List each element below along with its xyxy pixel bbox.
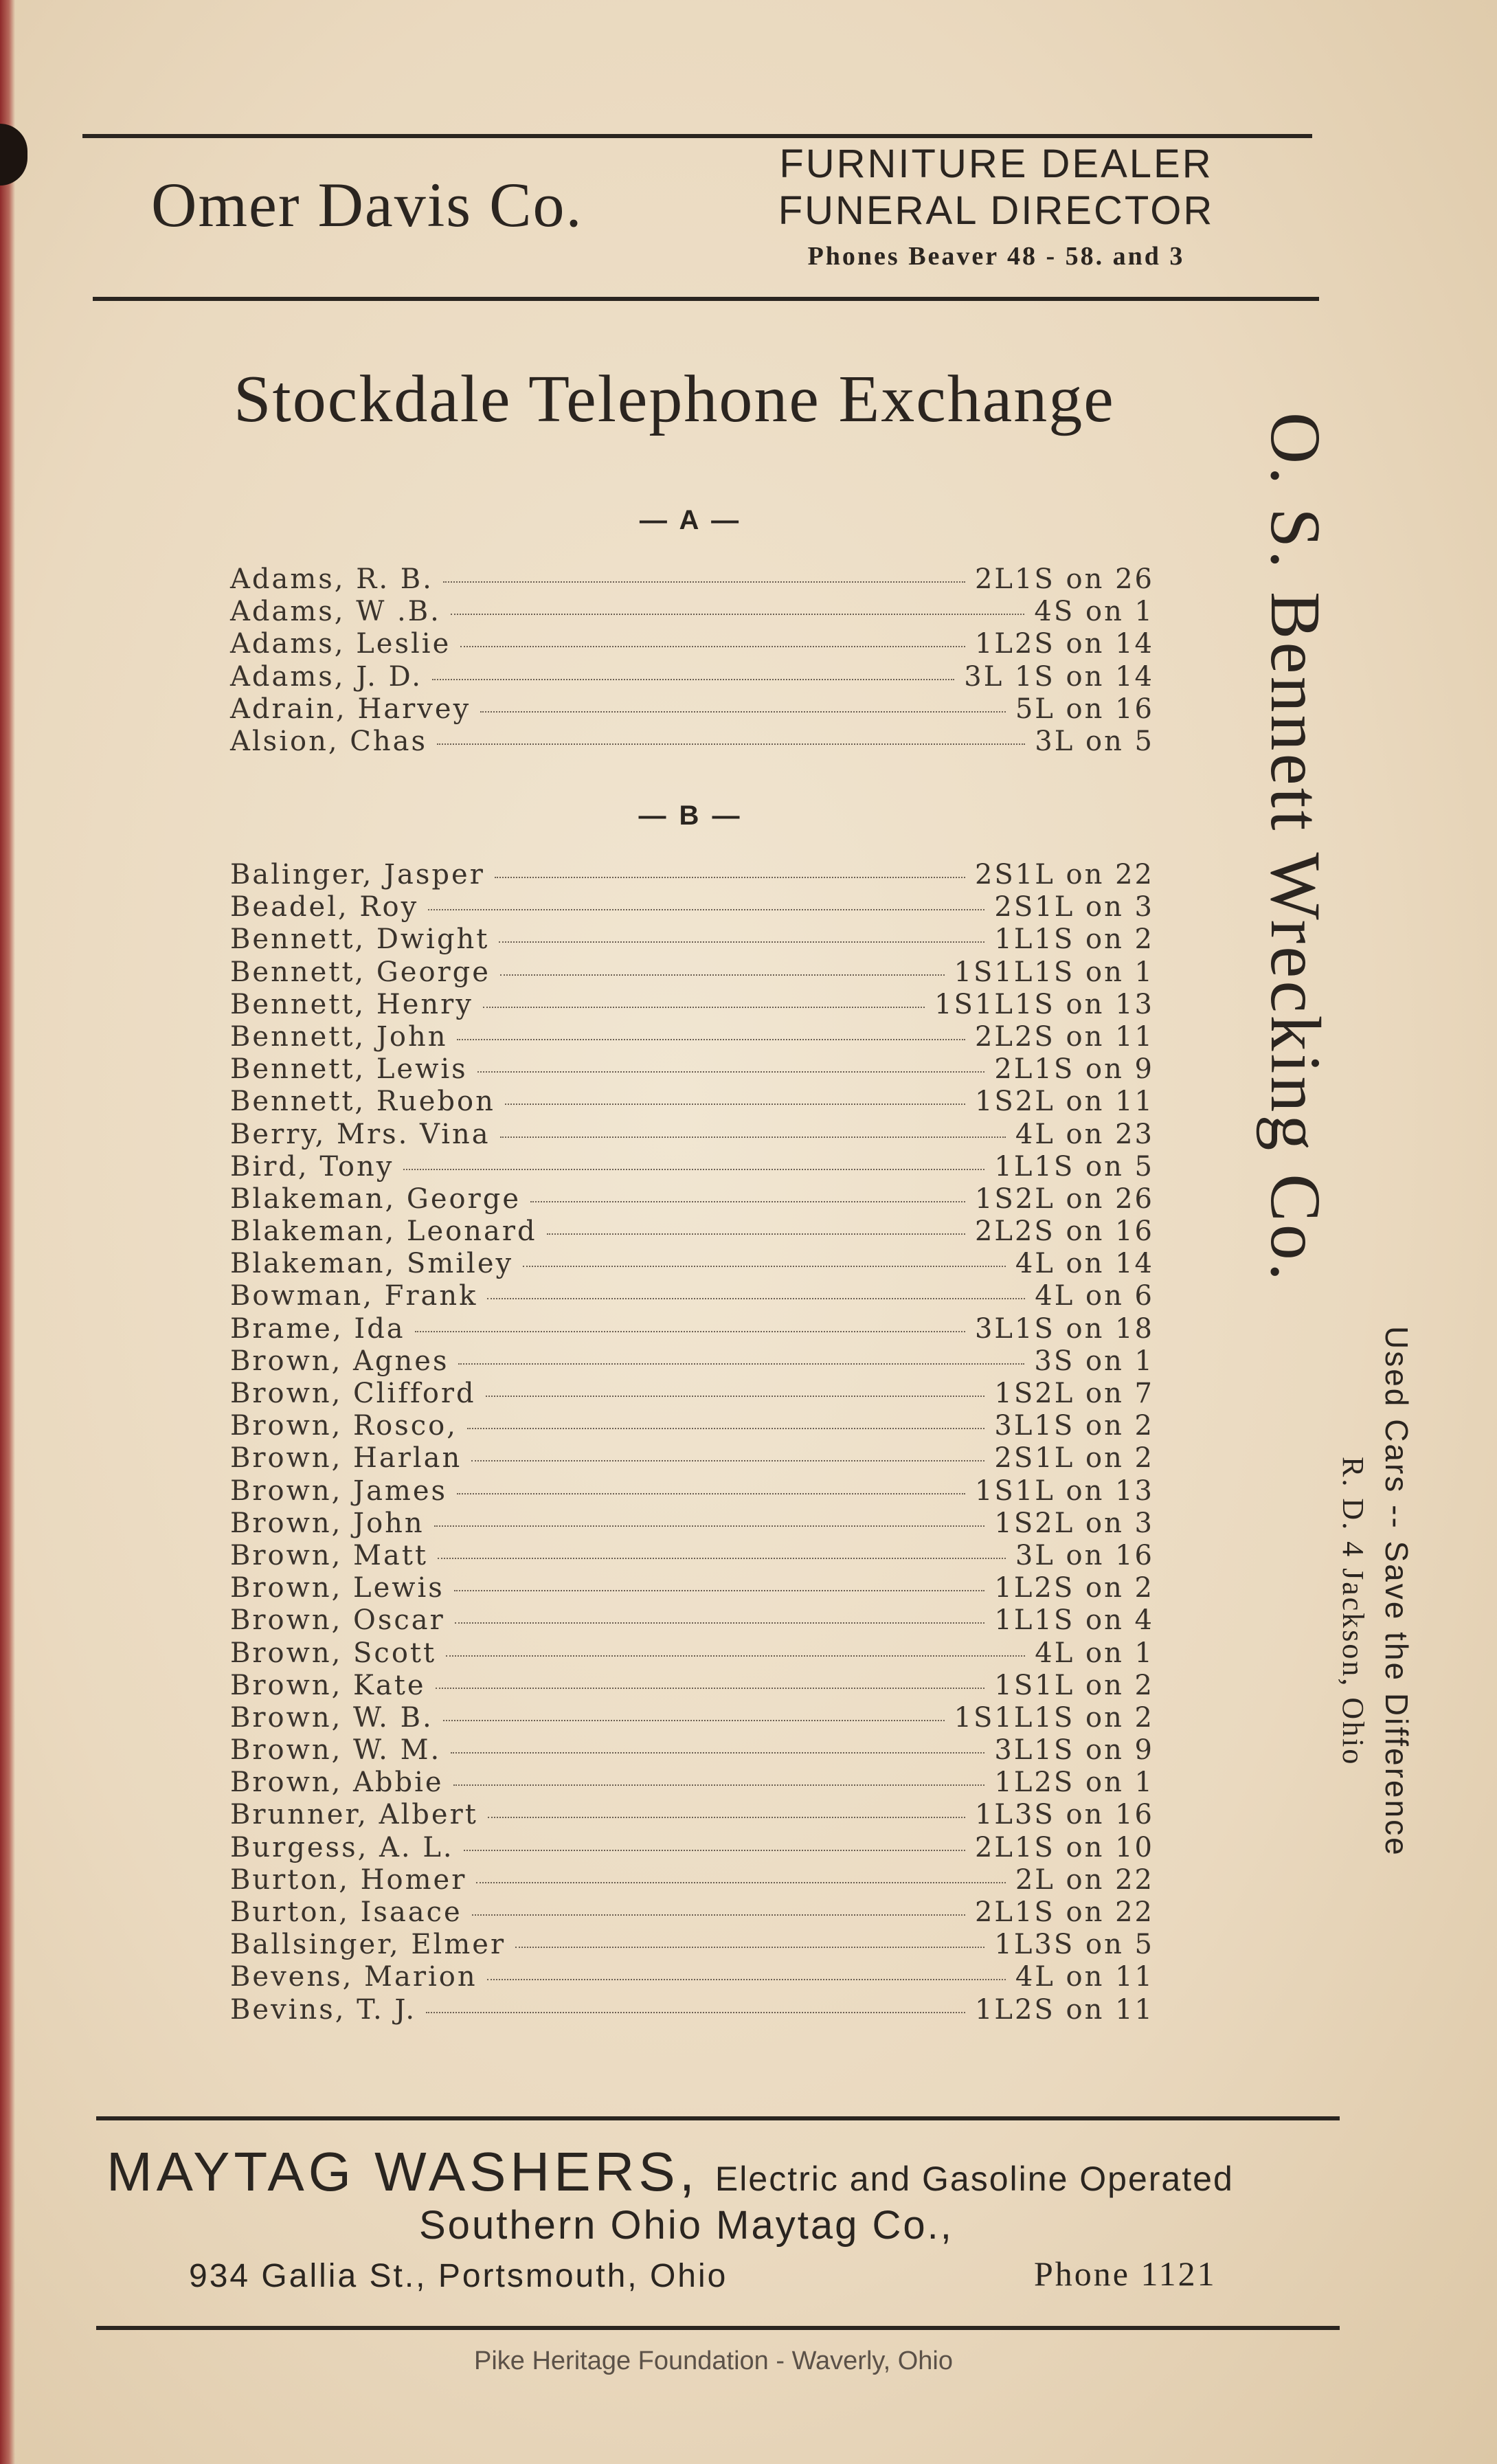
footer-top-rule bbox=[96, 2116, 1340, 2120]
ring-code: 1L2S on 11 bbox=[974, 1993, 1154, 2026]
maytag-phone: Phone 1121 bbox=[1034, 2254, 1217, 2293]
directory-entry bbox=[230, 1151, 1154, 1183]
ring-code: 1L1S on 4 bbox=[994, 1604, 1154, 1637]
subscriber-name: Brown, Agnes bbox=[230, 1345, 449, 1377]
ring-code: 1S2L on 26 bbox=[974, 1183, 1154, 1215]
directory-entry bbox=[230, 1216, 1154, 1248]
directory-entry bbox=[230, 1475, 1154, 1508]
subscriber-name: Brown, Abbie bbox=[230, 1767, 444, 1799]
maytag-address: 934 Gallia St., Portsmouth, Ohio bbox=[189, 2258, 728, 2294]
ring-code: 4L on 1 bbox=[1035, 1637, 1154, 1669]
ring-code: 1L2S on 1 bbox=[994, 1767, 1154, 1799]
directory-entry bbox=[230, 1832, 1154, 1864]
subscriber-name: Brown, Kate bbox=[230, 1669, 426, 1701]
ring-code: 3L1S on 9 bbox=[994, 1734, 1154, 1767]
subscriber-name: Brown, Scott bbox=[230, 1637, 437, 1669]
dot-leader bbox=[530, 1201, 965, 1202]
directory-entry bbox=[230, 1248, 1154, 1280]
ring-code: 3L on 5 bbox=[1035, 725, 1154, 757]
subscriber-name: Balinger, Jasper bbox=[230, 859, 485, 891]
ring-code: 2L1S on 22 bbox=[974, 1896, 1154, 1928]
maytag-headline bbox=[106, 2140, 1343, 2204]
dot-leader bbox=[477, 1071, 985, 1073]
ring-code: 1S1L1S on 13 bbox=[934, 988, 1154, 1020]
directory-entry bbox=[230, 1119, 1154, 1151]
side-ad-company: O. S. Bennett Wrecking Co. bbox=[1256, 412, 1335, 1284]
company-services bbox=[756, 141, 1237, 271]
dot-leader bbox=[472, 1914, 965, 1916]
ring-code: 1S2L on 3 bbox=[994, 1507, 1154, 1539]
maytag-company: Southern Ohio Maytag Co., bbox=[419, 2203, 954, 2248]
footer-bottom-rule bbox=[96, 2326, 1340, 2330]
dot-leader bbox=[457, 1493, 965, 1494]
directory-entry bbox=[230, 1864, 1154, 1896]
subscriber-name: Adams, J. D. bbox=[230, 660, 423, 693]
ring-code: 3S on 1 bbox=[1034, 1345, 1154, 1377]
dot-leader bbox=[446, 1655, 1025, 1657]
dot-leader bbox=[467, 1428, 984, 1429]
subscriber-name: Bowman, Frank bbox=[230, 1280, 478, 1312]
dot-leader bbox=[451, 614, 1025, 615]
subscriber-name: Brown, Harlan bbox=[230, 1442, 462, 1475]
ring-code: 2L1S on 9 bbox=[994, 1053, 1154, 1086]
directory-entry bbox=[230, 1637, 1154, 1670]
directory-entry bbox=[230, 1086, 1154, 1118]
dot-leader bbox=[438, 1558, 1006, 1559]
section-label-b: — B — bbox=[638, 800, 743, 831]
dot-leader bbox=[432, 679, 954, 680]
subscriber-name: Bennett, Dwight bbox=[230, 923, 490, 956]
directory-entry bbox=[230, 1702, 1154, 1734]
directory-entry bbox=[230, 891, 1154, 923]
company-phones: Phones Beaver 48 - 58. and 3 bbox=[807, 242, 1185, 271]
subscriber-name: Brown, Lewis bbox=[230, 1572, 444, 1604]
subscriber-name: Brown, Clifford bbox=[230, 1378, 476, 1409]
subscriber-name: Burton, Isaace bbox=[230, 1896, 462, 1928]
section-a-list bbox=[230, 563, 1154, 758]
subscriber-name: Beadel, Roy bbox=[230, 891, 419, 923]
subscriber-name: Adrain, Harvey bbox=[230, 693, 471, 725]
side-ad-tagline: Used Cars -- Save the Difference bbox=[1379, 1326, 1415, 1857]
directory-entry bbox=[230, 1604, 1154, 1637]
directory-entry bbox=[230, 726, 1154, 758]
ring-code: 2L2S on 11 bbox=[974, 1020, 1154, 1053]
subscriber-name: Bennett, Henry bbox=[230, 988, 473, 1020]
subscriber-name: Bird, Tony bbox=[230, 1150, 394, 1183]
dot-leader bbox=[471, 1460, 984, 1461]
directory-entry bbox=[230, 1961, 1154, 1993]
ring-code: 4L on 6 bbox=[1035, 1280, 1154, 1312]
dot-leader bbox=[523, 1266, 1006, 1267]
punch-hole bbox=[0, 124, 27, 186]
dot-leader bbox=[403, 1169, 984, 1170]
directory-entry bbox=[230, 1572, 1154, 1604]
subscriber-name: Alsion, Chas bbox=[230, 725, 428, 757]
subscriber-name: Adams, W .B. bbox=[230, 596, 441, 628]
dot-leader bbox=[434, 1525, 985, 1527]
directory-entry bbox=[230, 1280, 1154, 1312]
directory-entry bbox=[230, 1442, 1154, 1475]
dot-leader bbox=[443, 581, 965, 583]
directory-entry bbox=[230, 693, 1154, 726]
directory-entry bbox=[230, 956, 1154, 989]
directory-entry bbox=[230, 1508, 1154, 1540]
ring-code: 2S1L on 22 bbox=[974, 859, 1154, 891]
directory-entry bbox=[230, 1896, 1154, 1929]
ring-code: 1S1L1S on 1 bbox=[954, 956, 1154, 988]
dot-leader bbox=[486, 1396, 985, 1397]
ring-code: 3L on 16 bbox=[1015, 1539, 1154, 1571]
dot-leader bbox=[464, 1850, 965, 1851]
dot-leader bbox=[500, 1136, 1006, 1138]
ring-code: 1S1L1S on 2 bbox=[954, 1701, 1154, 1734]
subscriber-name: Brown, James bbox=[230, 1475, 448, 1507]
directory-entry bbox=[230, 628, 1154, 660]
top-rule bbox=[82, 134, 1312, 138]
subscriber-name: Berry, Mrs. Vina bbox=[230, 1118, 491, 1150]
directory-entry bbox=[230, 1767, 1154, 1799]
subscriber-name: Bennett, Lewis bbox=[230, 1053, 468, 1086]
dot-leader bbox=[515, 1947, 984, 1948]
subscriber-name: Bennett, John bbox=[230, 1020, 448, 1053]
ring-code: 3L1S on 18 bbox=[974, 1312, 1154, 1345]
watermark: Pike Heritage Foundation - Waverly, Ohio bbox=[474, 2347, 953, 2375]
directory-entry bbox=[230, 1378, 1154, 1410]
dot-leader bbox=[443, 1720, 945, 1721]
dot-leader bbox=[495, 877, 965, 878]
directory-entry bbox=[230, 1734, 1154, 1767]
dot-leader bbox=[483, 1007, 925, 1008]
dot-leader bbox=[547, 1233, 965, 1235]
subscriber-name: Bennett, Ruebon bbox=[230, 1086, 495, 1118]
ring-code: 4L on 23 bbox=[1015, 1118, 1154, 1150]
directory-entry bbox=[230, 1670, 1154, 1702]
binding-edge bbox=[0, 0, 15, 2464]
dot-leader bbox=[451, 1752, 984, 1754]
dot-leader bbox=[480, 711, 1006, 713]
directory-entry bbox=[230, 859, 1154, 891]
subscriber-name: Burgess, A. L. bbox=[230, 1831, 454, 1863]
dot-leader bbox=[426, 2012, 965, 2013]
directory-entry bbox=[230, 1021, 1154, 1053]
ring-code: 1L3S on 5 bbox=[994, 1929, 1154, 1961]
subscriber-name: Brown, Rosco, bbox=[230, 1410, 458, 1442]
maytag-brand: MAYTAG WASHERS, bbox=[106, 2141, 699, 2202]
section-label-a: — A — bbox=[639, 505, 742, 535]
ring-code: 4S on 1 bbox=[1034, 596, 1154, 628]
ring-code: 2S1L on 2 bbox=[994, 1442, 1154, 1475]
ring-code: 2L1S on 10 bbox=[974, 1831, 1154, 1863]
service-funeral: FUNERAL DIRECTOR bbox=[778, 188, 1215, 233]
ring-code: 4L on 11 bbox=[1015, 1961, 1154, 1993]
dot-leader bbox=[499, 941, 984, 943]
ring-code: 1L1S on 2 bbox=[994, 923, 1154, 956]
directory-entry bbox=[230, 1540, 1154, 1572]
ring-code: 1S2L on 11 bbox=[974, 1086, 1154, 1118]
directory-entry bbox=[230, 596, 1154, 628]
dot-leader bbox=[458, 1363, 1024, 1365]
directory-entry bbox=[230, 1994, 1154, 2026]
subscriber-name: Blakeman, Leonard bbox=[230, 1216, 537, 1248]
ring-code: 2L on 22 bbox=[1015, 1863, 1154, 1896]
directory-entry bbox=[230, 989, 1154, 1021]
directory-entry bbox=[230, 1929, 1154, 1961]
ring-code: 3L1S on 2 bbox=[994, 1410, 1154, 1442]
subscriber-name: Bevens, Marion bbox=[230, 1961, 477, 1993]
ring-code: 5L on 16 bbox=[1015, 693, 1154, 725]
dot-leader bbox=[487, 1979, 1006, 1980]
dot-leader bbox=[457, 1039, 965, 1040]
dot-leader bbox=[437, 743, 1025, 745]
company-name: Omer Davis Co. bbox=[151, 170, 583, 240]
subscriber-name: Burton, Homer bbox=[230, 1863, 467, 1896]
ring-code: 1L2S on 2 bbox=[994, 1572, 1154, 1604]
dot-leader bbox=[455, 1622, 985, 1624]
subscriber-name: Blakeman, Smiley bbox=[230, 1248, 514, 1280]
directory-entry bbox=[230, 1799, 1154, 1831]
ring-code: 1L2S on 14 bbox=[974, 628, 1154, 660]
subscriber-name: Brown, Oscar bbox=[230, 1604, 445, 1637]
ring-code: 4L on 14 bbox=[1015, 1248, 1154, 1280]
dot-leader bbox=[415, 1331, 965, 1332]
header-bottom-rule bbox=[93, 297, 1319, 301]
subscriber-name: Brown, W. B. bbox=[230, 1701, 434, 1734]
directory-entry bbox=[230, 1053, 1154, 1086]
subscriber-name: Bevins, T. J. bbox=[230, 1993, 417, 2026]
ring-code: 1L1S on 5 bbox=[994, 1150, 1154, 1183]
directory-entry bbox=[230, 1345, 1154, 1378]
section-b-list bbox=[230, 859, 1154, 2026]
dot-leader bbox=[505, 1104, 965, 1105]
dot-leader bbox=[487, 1298, 1025, 1299]
dot-leader bbox=[428, 909, 984, 910]
subscriber-name: Brown, Matt bbox=[230, 1539, 428, 1571]
subscriber-name: Bennett, George bbox=[230, 956, 491, 988]
directory-entry bbox=[230, 923, 1154, 956]
dot-leader bbox=[460, 646, 965, 647]
ring-code: 1S1L on 13 bbox=[974, 1475, 1154, 1507]
dot-leader bbox=[436, 1688, 985, 1689]
directory-entry bbox=[230, 661, 1154, 693]
dot-leader bbox=[476, 1882, 1006, 1883]
subscriber-name: Brown, John bbox=[230, 1507, 425, 1539]
ring-code: 2L2S on 16 bbox=[974, 1216, 1154, 1248]
dot-leader bbox=[488, 1817, 965, 1818]
directory-entry bbox=[230, 1183, 1154, 1216]
page-title: Stockdale Telephone Exchange bbox=[234, 362, 1115, 436]
directory-entry bbox=[230, 563, 1154, 596]
ring-code: 1S1L on 2 bbox=[994, 1669, 1154, 1701]
subscriber-name: Blakeman, George bbox=[230, 1183, 521, 1215]
dot-leader bbox=[453, 1784, 985, 1786]
subscriber-name: Brame, Ida bbox=[230, 1312, 405, 1345]
directory-entry bbox=[230, 1313, 1154, 1345]
subscriber-name: Brown, W. M. bbox=[230, 1734, 442, 1767]
subscriber-name: Ballsinger, Elmer bbox=[230, 1929, 506, 1961]
subscriber-name: Brunner, Albert bbox=[230, 1799, 478, 1831]
subscriber-name: Adams, R. B. bbox=[230, 563, 434, 595]
subscriber-name: Adams, Leslie bbox=[230, 628, 451, 660]
ring-code: 1L3S on 16 bbox=[974, 1799, 1154, 1831]
dot-leader bbox=[500, 974, 945, 976]
ring-code: 1S2L on 7 bbox=[994, 1378, 1154, 1409]
ring-code: 2L1S on 26 bbox=[974, 563, 1154, 595]
side-ad-address: R. D. 4 Jackson, Ohio bbox=[1336, 1457, 1370, 1767]
maytag-tagline: Electric and Gasoline Operated bbox=[714, 2160, 1234, 2198]
ring-code: 3L 1S on 14 bbox=[964, 660, 1154, 693]
dot-leader bbox=[454, 1590, 985, 1591]
directory-entry bbox=[230, 1410, 1154, 1442]
ring-code: 2S1L on 3 bbox=[994, 891, 1154, 923]
service-furniture: FURNITURE DEALER bbox=[779, 142, 1213, 186]
